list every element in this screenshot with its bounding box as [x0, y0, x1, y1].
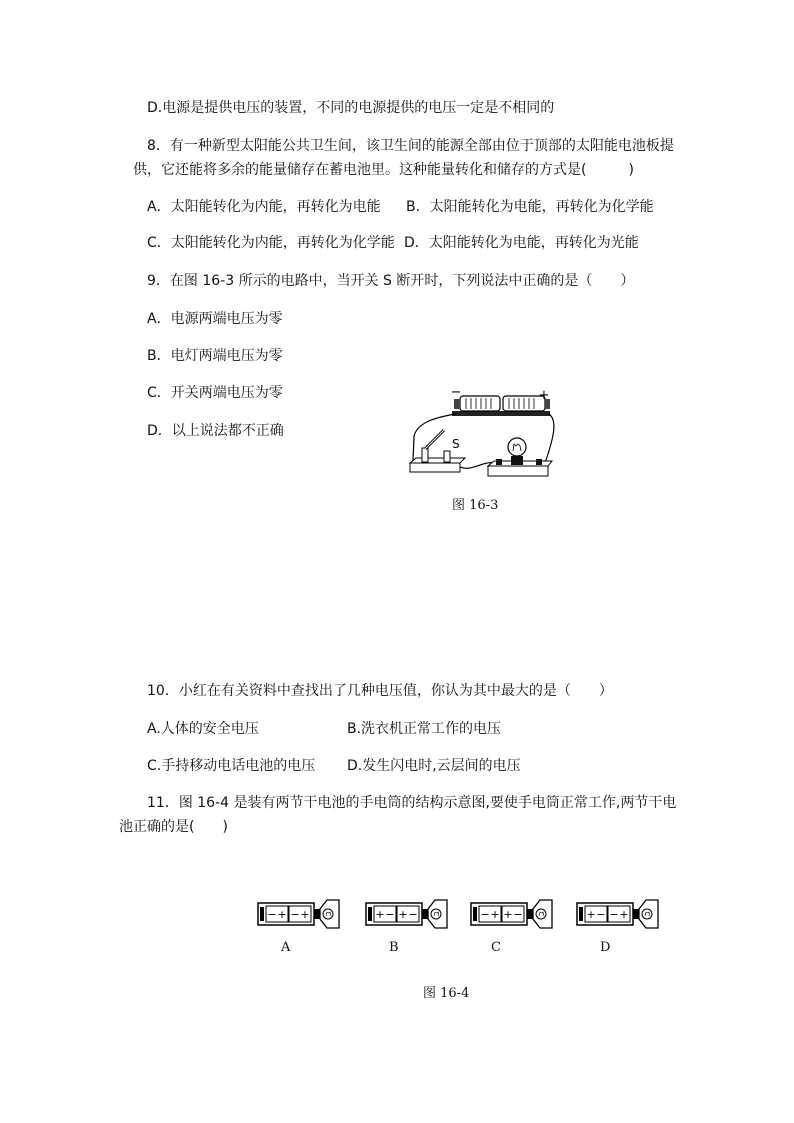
- switch-post-right: [444, 451, 450, 462]
- q10-option-c: C.手持移动电话电池的电压: [147, 758, 316, 774]
- q8-option-a: A．太阳能转化为内能，再转化为电能: [147, 199, 381, 215]
- flashlight-d: [576, 896, 660, 932]
- cell-1-left-sign: +: [586, 908, 596, 921]
- q9-option-c: C．开关两端电压为零: [147, 385, 283, 401]
- flashlight-bulb: [323, 909, 333, 919]
- flashlight-neck: [314, 909, 320, 919]
- q9-option-d: D．以上说法都不正确: [147, 423, 284, 439]
- battery-negative-label: −: [450, 388, 462, 400]
- figure-16-3-caption: 图 16-3: [452, 498, 499, 513]
- flashlight-c: [470, 896, 554, 932]
- switch-post-left: [422, 448, 428, 462]
- flashlight-neck: [527, 909, 533, 919]
- cell-2-right-sign: −: [513, 908, 523, 921]
- q8-option-b: B．太阳能转化为电能，再转化为化学能: [406, 199, 654, 215]
- cell-1-left-sign: −: [267, 908, 277, 921]
- q10-stem: 10．小红在有关资料中查找出了几种电压值，你认为其中最大的是（ ）: [147, 683, 613, 699]
- battery-terminal-left: [454, 399, 460, 409]
- flashlight-neck: [422, 909, 428, 919]
- flashlight-end-cap: [473, 907, 477, 921]
- q9-option-b: B．电灯两端电压为零: [147, 348, 283, 364]
- q8-option-c: C．太阳能转化为内能，再转化为化学能: [147, 235, 395, 251]
- q8-stem-line2: 供，它还能将多余的能量储存在蓄电池里。这种能量转化和储存的方式是( ): [133, 162, 634, 178]
- cell-1-right-sign: −: [596, 908, 606, 921]
- battery-positive-label: +: [538, 388, 550, 403]
- switch-board-top: [410, 458, 465, 463]
- cell-2-right-sign: +: [619, 908, 629, 921]
- light-bulb: [508, 438, 526, 456]
- q8-option-d: D．太阳能转化为电能，再转化为光能: [404, 235, 639, 251]
- cell-2-left-sign: −: [290, 908, 300, 921]
- cell-2-right-sign: −: [408, 908, 418, 921]
- flashlight-end-cap: [579, 907, 583, 921]
- cell-1-right-sign: +: [490, 908, 500, 921]
- flashlight-neck: [633, 909, 639, 919]
- flashlight-a: [257, 896, 341, 932]
- wire-battery-to-lamp: [545, 414, 554, 463]
- flashlight-label-b: B: [389, 940, 399, 955]
- lamp-socket: [511, 456, 523, 465]
- lamp-board-front: [488, 466, 548, 476]
- cell-1-left-sign: +: [375, 908, 385, 921]
- flashlight-bulb: [431, 909, 441, 919]
- figure-16-4-caption: 图 16-4: [423, 986, 470, 1001]
- lamp-clip-right: [536, 459, 542, 465]
- flashlight-bulb: [536, 909, 546, 919]
- cell-2-left-sign: +: [503, 908, 513, 921]
- flashlight-b: [365, 896, 449, 932]
- cell-2-left-sign: +: [398, 908, 408, 921]
- q11-stem-line2: 池正确的是( ): [119, 819, 228, 835]
- lamp-clip-left: [496, 459, 502, 465]
- flashlight-end-cap: [260, 907, 264, 921]
- cell-1-right-sign: +: [277, 908, 287, 921]
- cell-1-left-sign: −: [480, 908, 490, 921]
- q10-option-d: D.发生闪电时,云层间的电压: [347, 758, 521, 774]
- cell-2-left-sign: −: [609, 908, 619, 921]
- flashlight-end-cap: [368, 907, 372, 921]
- q8-stem-line1: 8．有一种新型太阳能公共卫生间，该卫生间的能源全部由位于顶部的太阳能电池板提: [147, 138, 674, 154]
- q10-option-a: A.人体的安全电压: [147, 721, 259, 737]
- q10-option-b: B.洗衣机正常工作的电压: [347, 721, 502, 737]
- flashlight-label-d: D: [600, 940, 611, 955]
- flashlight-label-c: C: [491, 940, 501, 955]
- cell-1-right-sign: −: [385, 908, 395, 921]
- flashlight-bulb: [642, 909, 652, 919]
- q9-option-a: A．电源两端电压为零: [147, 311, 283, 327]
- battery-holder-base: [452, 411, 550, 416]
- switch-label: S: [452, 437, 460, 451]
- switch-board-front: [410, 463, 460, 472]
- q11-stem-line1: 11．图 16-4 是装有两节干电池的手电筒的结构示意图,要使手电筒正常工作,两节干电: [147, 795, 677, 811]
- q7-option-d: D.电源是提供电压的装置，不同的电源提供的电压一定是不相同的: [147, 100, 555, 116]
- q9-stem: 9．在图 16-3 所示的电路中，当开关 S 断开时，下列说法中正确的是（ ）: [147, 273, 635, 289]
- switch-lever-highlight: [425, 430, 444, 449]
- flashlight-label-a: A: [281, 940, 291, 955]
- circuit-diagram-16-3: [404, 388, 556, 488]
- cell-2-right-sign: +: [300, 908, 310, 921]
